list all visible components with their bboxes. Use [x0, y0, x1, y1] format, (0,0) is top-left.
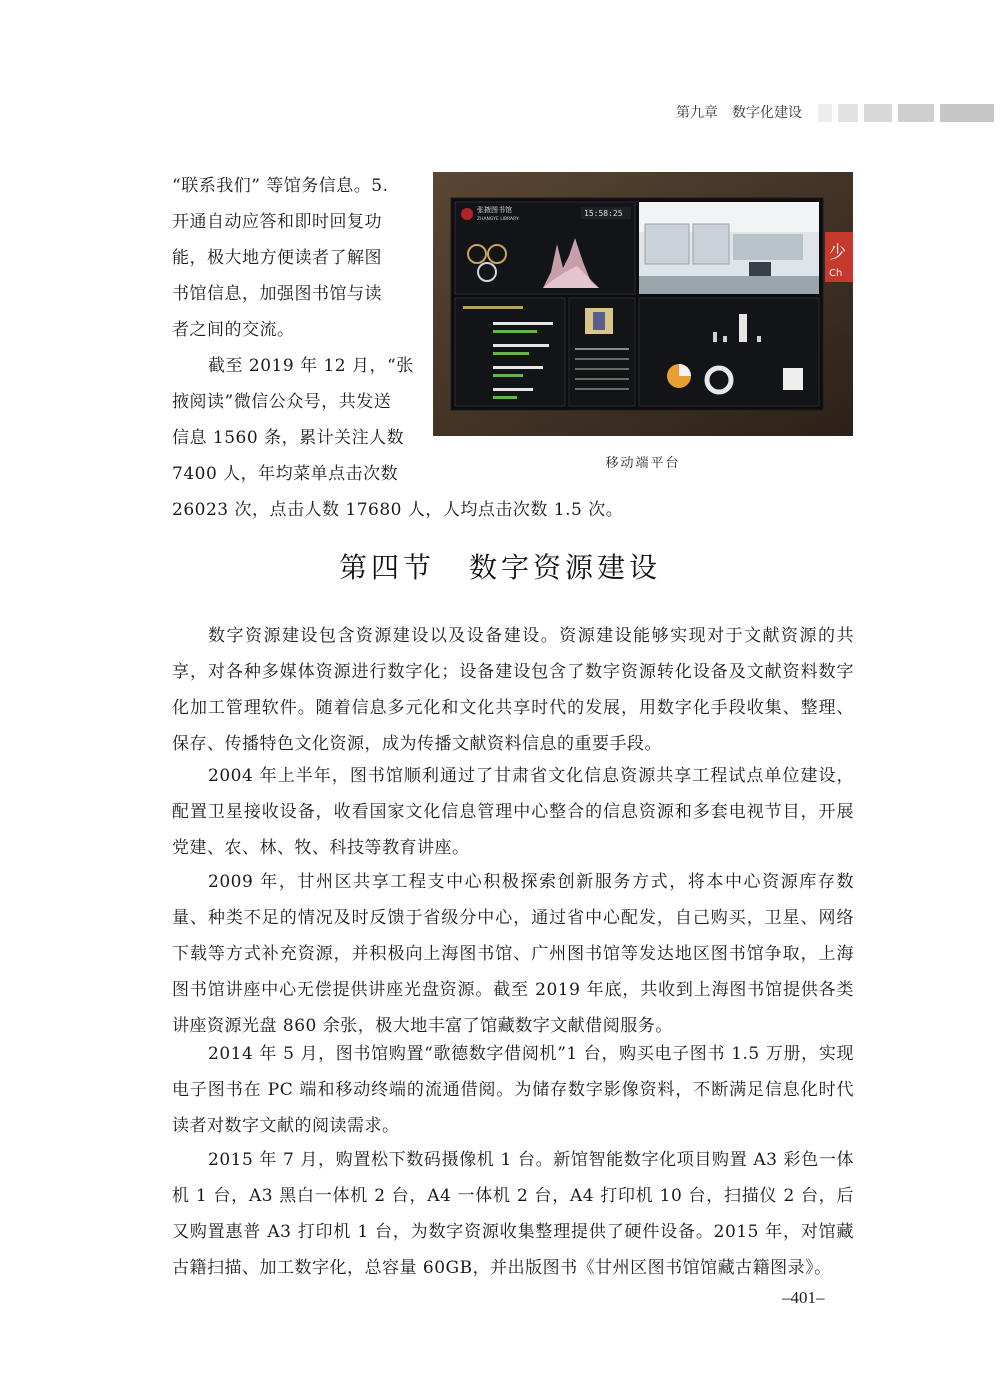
- body-paragraph: 数字资源建设包含资源建设以及设备建设。资源建设能够实现对于文献资源的共享，对各种多媒体资源进行数字化；设备建设包含了数字资源转化设备及文献资料数字化加工管理软件。随着信息多元化和文化共享时代的发展，用数字化手段收集、整理、保存、传播特色文化资源，成为传播文献资料信息的重要手段。: [172, 626, 854, 754]
- dashboard-photo-illustration: [433, 172, 853, 436]
- section-number: 第四节: [338, 551, 435, 584]
- text-line: “联系我们” 等馆务信息。5.: [172, 176, 389, 196]
- text-line: 信息 1560 条，累计关注人数: [172, 428, 405, 448]
- text-line: 7400 人，年均菜单点击次数: [172, 464, 399, 484]
- text-line: 书馆信息，加强图书馆与读: [172, 284, 382, 304]
- chapter-title: 数字化建设: [732, 105, 802, 121]
- wall-sign-cn: 少: [829, 243, 846, 263]
- text-line: 掖阅读”微信公众号，共发送: [172, 392, 392, 412]
- text-line: 者之间的交流。: [172, 320, 295, 340]
- wrap-text-block: [172, 168, 416, 492]
- body-paragraph: 2004 年上半年，图书馆顺利通过了甘肃省文化信息资源共享工程试点单位建设，配置卫星接收设备，收看国家文化信息管理中心整合的信息资源和多套电视节目，开展党建、农、林、牧、科技等教育讲座。: [172, 766, 854, 858]
- header-bar: [818, 104, 832, 122]
- section-heading: [0, 546, 1000, 586]
- text-line: 截至 2019 年 12 月，“张: [208, 356, 414, 376]
- text-line: 开通自动应答和即时回复功: [172, 212, 382, 232]
- text-line: 能，极大地方便读者了解图: [172, 248, 382, 268]
- header-bar: [940, 104, 994, 122]
- wrap-text-tail: 26023 次，点击人数 17680 人，人均点击次数 1.5 次。: [172, 500, 624, 520]
- section-title: 数字资源建设: [469, 551, 662, 584]
- library-logo-icon: [461, 208, 473, 220]
- screen-logo-cn: 张掖图书馆: [477, 206, 512, 214]
- dashboard-photo: [433, 172, 853, 436]
- screen-clock: 15:58:25: [584, 209, 623, 218]
- page-number: –401–: [782, 1288, 825, 1307]
- header-bar: [838, 104, 858, 122]
- wall-sign-en: Ch: [829, 268, 843, 279]
- screen-logo-en: ZHANGYE LIBRARY: [477, 217, 519, 222]
- header-decoration-bars: [818, 104, 994, 122]
- header-bar: [864, 104, 892, 122]
- body-paragraph: 2015 年 7 月，购置松下数码摄像机 1 台。新馆智能数字化项目购置 A3 彩色一体机 1 台，A3 黑白一体机 2 台，A4 一体机 2 台，A4 打印机 10 台，扫描仪 2 台，后又购置惠普 A3 打印机 1 台，为数字资源收集整理提供了硬件设备。2015 年，对馆藏古籍扫描、加工数字化，总容量 60GB，并出版图书《甘州区图书馆馆藏古籍图录》。: [172, 1150, 854, 1278]
- body-paragraph: 2009 年，甘州区共享工程支中心积极探索创新服务方式，将本中心资源库存数量、种类不足的情况及时反馈于省级分中心，通过省中心配发，自己购买，卫星、网络下载等方式补充资源，并积极向上海图书馆、广州图书馆等发达地区图书馆争取，上海图书馆讲座中心无偿提供讲座光盘资源。截至 2019 年底，共收到上海图书馆提供各类讲座资源光盘 860 余张，极大地丰富了馆藏数字文献借阅服务。: [172, 872, 854, 1036]
- running-header: [676, 100, 802, 124]
- chapter-number: 第九章: [676, 105, 718, 121]
- figure-caption: 移动端平台: [605, 456, 681, 471]
- body-paragraph: 2014 年 5 月，图书馆购置“歌德数字借阅机”1 台，购买电子图书 1.5 万册，实现电子图书在 PC 端和移动终端的流通借阅。为储存数字影像资料，不断满足信息化时代读者对数字文献的阅读需求。: [172, 1044, 854, 1136]
- header-bar: [898, 104, 934, 122]
